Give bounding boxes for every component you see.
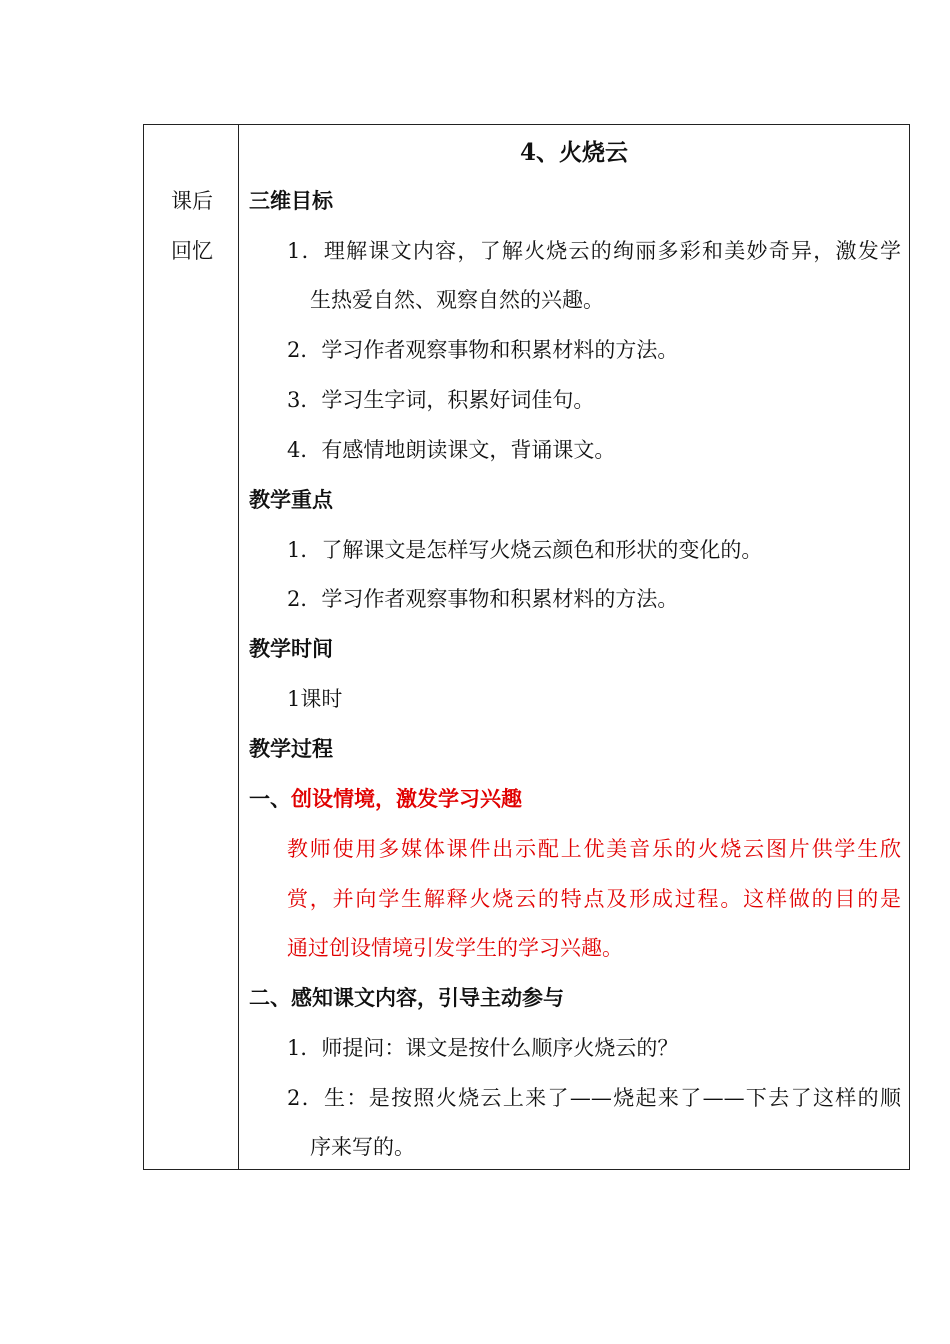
- lesson-table: [143, 124, 910, 1170]
- time-heading: 教学时间: [249, 636, 333, 661]
- section-1-heading: [249, 787, 522, 811]
- goal-item-1-line-2: 生热爱自然、观察自然的兴趣。: [310, 288, 604, 312]
- time-value: 1课时: [287, 687, 343, 711]
- focus-item-2: 2．学习作者观察事物和积累材料的方法。: [287, 587, 679, 611]
- focus-heading: 教学重点: [249, 487, 333, 512]
- left-label-1: 课后: [171, 189, 213, 213]
- section-1-line-1: 教师使用多媒体课件出示配上优美音乐的火烧云图片供学生欣: [287, 837, 901, 861]
- section-1-title: 创设情境，激发学习兴趣: [291, 786, 522, 811]
- goal-item-1-line-1: 1．理解课文内容，了解火烧云的绚丽多彩和美妙奇异，激发学: [287, 239, 901, 263]
- column-divider: [238, 125, 239, 1169]
- section-1-line-2: 赏，并向学生解释火烧云的特点及形成过程。这样做的目的是: [287, 887, 901, 911]
- goal-item-2: 2．学习作者观察事物和积累材料的方法。: [287, 338, 679, 362]
- section-1-line-3: 通过创设情境引发学生的学习兴趣。: [287, 936, 623, 960]
- goals-heading: 三维目标: [249, 188, 333, 213]
- left-label-2: 回忆: [171, 239, 213, 263]
- section-1-prefix: 一、: [249, 786, 291, 811]
- goal-item-3: 3．学习生字词，积累好词佳句。: [287, 388, 595, 412]
- section-2-item-1: 1．师提问：课文是按什么顺序火烧云的？: [287, 1036, 679, 1060]
- section-2-item-2-line-2: 序来写的。: [310, 1135, 415, 1159]
- section-2-heading: 二、感知课文内容，引导主动参与: [249, 985, 564, 1010]
- focus-item-1: 1．了解课文是怎样写火烧云颜色和形状的变化的。: [287, 538, 763, 562]
- process-heading: 教学过程: [249, 736, 333, 761]
- section-2-item-2-line-1: 2．生：是按照火烧云上来了——烧起来了——下去了这样的顺: [287, 1086, 901, 1110]
- page-title: 4、火烧云: [519, 139, 628, 166]
- goal-item-4: 4．有感情地朗读课文，背诵课文。: [287, 438, 616, 462]
